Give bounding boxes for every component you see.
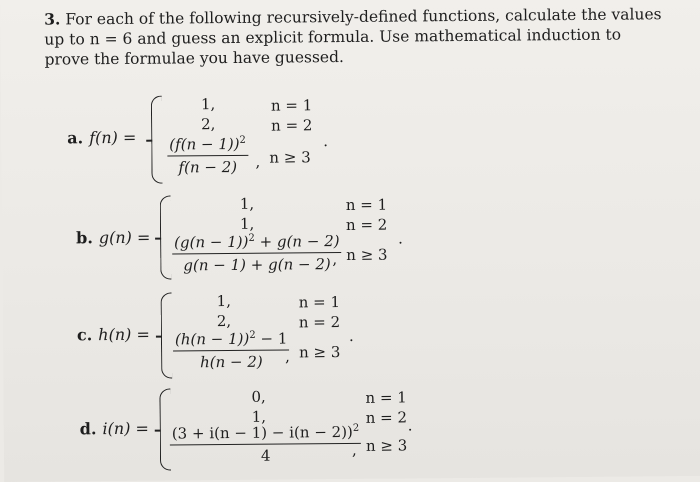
case-3-condition: n ≥ 3 (299, 343, 341, 362)
fraction-numerator-rest: − 1 (255, 329, 288, 348)
part-a-function: f(n) = (89, 127, 137, 148)
fraction-denominator: f(n − 2) (178, 157, 238, 177)
exponent: 2 (248, 232, 255, 244)
case-2-condition: n = 2 (298, 313, 341, 332)
part-b (2, 189, 700, 275)
comma: , (332, 250, 338, 269)
recursive-fraction (170, 423, 362, 466)
fraction-denominator: 4 (260, 446, 271, 465)
left-brace (161, 293, 173, 379)
case-2-value: 1, (239, 214, 255, 233)
case-1-condition: n = 1 (365, 388, 407, 407)
left-brace (160, 196, 172, 280)
case-2-value: 1, (251, 407, 267, 426)
fraction-numerator-part: (g(n − 1)) (174, 232, 249, 252)
left-brace (151, 96, 163, 184)
part-c-function: h(n) = (98, 324, 150, 345)
part-c-letter: c. (76, 325, 93, 345)
fraction-denominator: g(n − 1) + g(n − 2) (183, 255, 331, 275)
part-a (1, 89, 700, 177)
case-1-value: 1, (216, 291, 232, 311)
case-1-condition: n = 1 (298, 293, 341, 312)
fraction-numerator: (f(n − 1)) (169, 134, 240, 154)
part-d (3, 382, 700, 465)
case-3-condition: n ≥ 3 (346, 245, 388, 264)
part-b-function: g(n) = (98, 227, 151, 248)
recursive-fraction (167, 135, 248, 177)
case-1-value: 1, (239, 194, 255, 213)
case-2-condition: n = 2 (271, 116, 313, 135)
problem-intro-text: For each of the following recursively-defined functions, calculate the values up to n = 6 and guess an explicit formula. Use mathematical induction to prove the formulae you have guessed. (44, 5, 662, 69)
part-d-function: i(n) = (102, 418, 149, 439)
problem-number: 3. (44, 9, 61, 29)
exponent: 2 (249, 329, 256, 341)
part-a-lhs (67, 128, 136, 148)
comma: , (351, 440, 357, 459)
period: . (323, 132, 329, 151)
period: . (407, 416, 413, 435)
recursive-fraction (173, 329, 290, 371)
part-b-lhs (76, 228, 150, 248)
case-3-condition: n ≥ 3 (365, 436, 408, 455)
part-d-lhs (80, 419, 149, 439)
case-3-condition: n ≥ 3 (269, 148, 311, 167)
part-c (3, 286, 700, 372)
exponent: 2 (239, 134, 246, 146)
case-1-value: 0, (251, 387, 266, 406)
period: . (398, 229, 403, 248)
case-1-value: 1, (200, 95, 216, 114)
part-c-lhs (77, 325, 150, 345)
fraction-denominator: h(n − 2) (199, 352, 263, 372)
case-2-value: 2, (201, 115, 216, 134)
case-2-condition: n = 2 (365, 408, 408, 427)
exponent: 2 (352, 422, 360, 434)
fraction-numerator-rest: + g(n − 2) (254, 232, 340, 251)
case-1-condition: n = 1 (270, 96, 313, 115)
recursive-fraction (172, 232, 342, 274)
comma: , (255, 152, 261, 171)
period: . (348, 326, 354, 345)
fraction-numerator: (3 + i(n − 1) − i(n − 2)) (171, 422, 353, 443)
problem-statement (44, 4, 665, 69)
fraction-numerator-part: (h(n − 1)) (174, 329, 250, 349)
part-d-letter: d. (79, 419, 97, 439)
part-b-letter: b. (75, 228, 93, 248)
case-1-condition: n = 1 (345, 195, 388, 214)
comma: , (285, 347, 290, 366)
case-2-value: 2, (216, 311, 232, 331)
case-2-condition: n = 2 (345, 215, 388, 234)
part-a-letter: a. (67, 128, 84, 148)
